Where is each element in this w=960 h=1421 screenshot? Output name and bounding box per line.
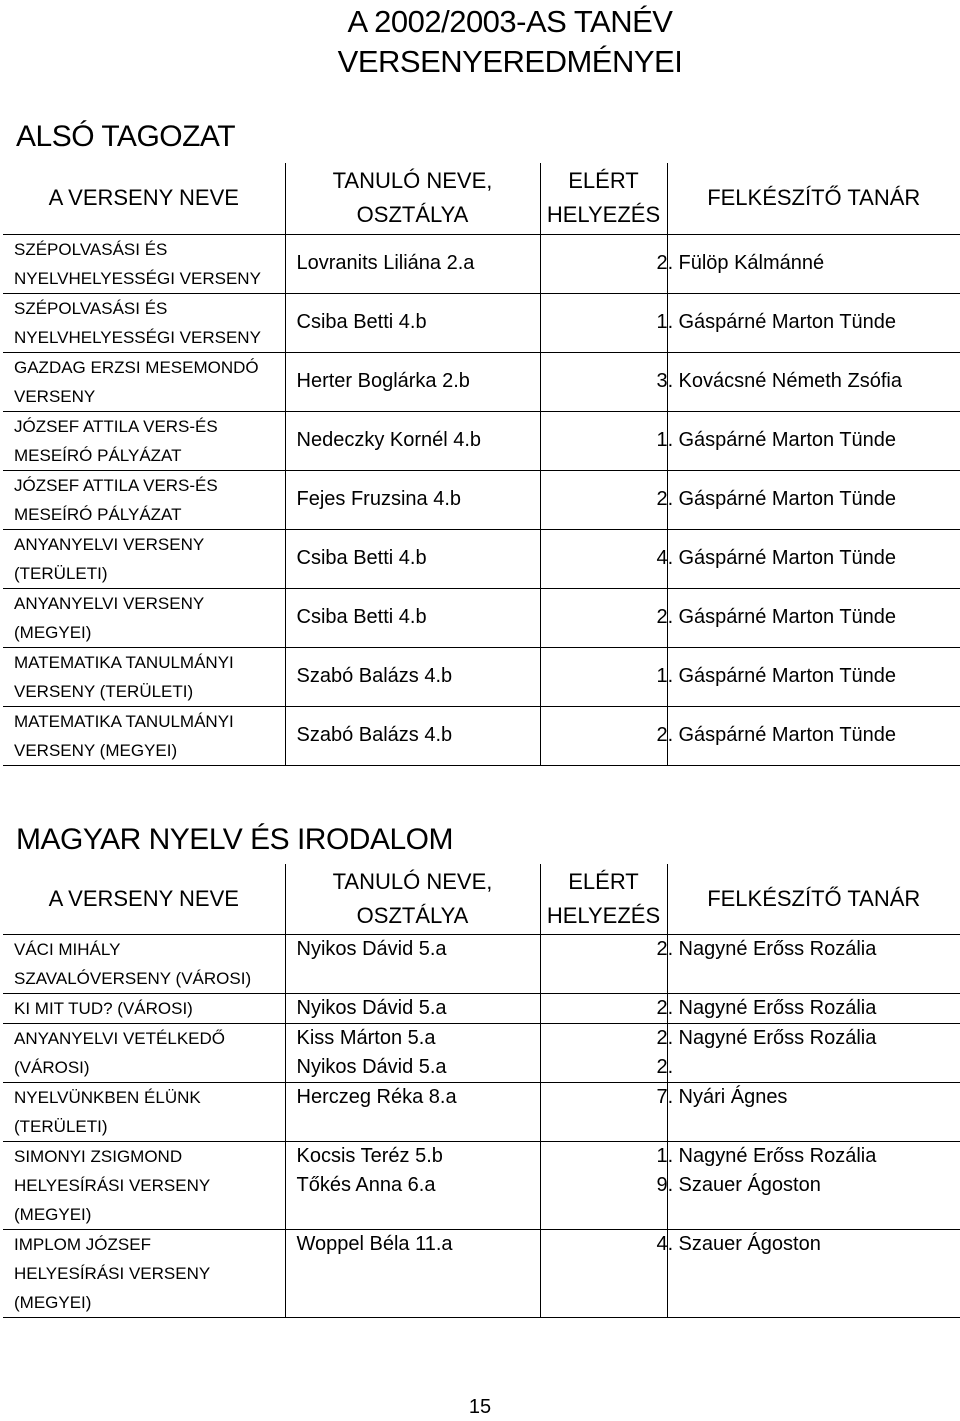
place-line: 1. [656,1144,674,1167]
student-name [285,993,540,1023]
table-row [3,529,960,588]
place: 3. [540,352,667,411]
page-title-line2: VERSENYEREDMÉNYEI [337,44,683,79]
student-name [285,1082,540,1141]
teacher-name-line: Nagyné Erőss Rozália [678,1026,877,1049]
teacher-name: Gáspárné Marton Tünde [667,647,960,706]
header-student: TANULÓ NEVE, OSZTÁLYA [285,163,540,234]
teacher-name [667,1023,960,1082]
contest-name [3,934,285,993]
student-name: Lovranits Liliána 2.a [285,234,540,293]
teacher-name-line: Nyári Ágnes [678,1085,788,1108]
place: 2. [540,706,667,765]
teacher-name: Fülöp Kálmánné [667,234,960,293]
place-line: 7. [656,1085,674,1108]
student-name: Szabó Balázs 4.b [285,647,540,706]
contest-name: SZÉPOLVASÁSI ÉS NYELVHELYESSÉGI VERSENY [3,234,285,293]
section-title-also-tagozat: ALSÓ TAGOZAT [16,120,236,153]
place [540,1229,674,1317]
contest-name [3,1229,285,1317]
table-row [3,706,960,765]
page-title [300,2,720,82]
place: 1. [540,647,667,706]
teacher-name: Kovácsné Németh Zsófia [667,352,960,411]
table-header-row [3,163,960,234]
teacher-name-line: Nagyné Erőss Rozália [678,1144,877,1167]
student-name: Szabó Balázs 4.b [285,706,540,765]
contest-name: ANYANYELVI VERSENY (TERÜLETI) [3,529,285,588]
contest-name: GAZDAG ERZSI MESEMONDÓ VERSENY [3,352,285,411]
teacher-name [667,1141,960,1229]
student-name-line: Nyikos Dávid 5.a [296,996,447,1019]
student-name-line: Tőkés Anna 6.a [296,1173,436,1196]
teacher-name-line: Szauer Ágoston [678,1173,821,1196]
student-name: Csiba Betti 4.b [285,588,540,647]
place [540,934,674,993]
teacher-name: Gáspárné Marton Tünde [667,470,960,529]
contest-name-line: NYELVÜNKBEN ÉLÜNK [14,1087,201,1107]
teacher-name: Gáspárné Marton Tünde [667,529,960,588]
section-title-magyar: MAGYAR NYELV ÉS IRODALOM [16,823,453,856]
student-name: Nedeczky Kornél 4.b [285,411,540,470]
student-name: Csiba Betti 4.b [285,293,540,352]
student-name [285,1023,540,1082]
table-row [3,352,960,411]
place-line: 9. [656,1173,674,1196]
table-row [3,588,960,647]
contest-name-line: IMPLOM JÓZSEF [14,1234,151,1254]
table-row [3,470,960,529]
table-row [3,1082,960,1141]
table-row [3,234,960,293]
teacher-name: Gáspárné Marton Tünde [667,293,960,352]
contest-name-line: KI MIT TUD? (VÁROSI) [14,998,193,1018]
student-name [285,1141,540,1229]
table-row [3,993,960,1023]
place [540,1141,674,1229]
teacher-name-line: Szauer Ágoston [678,1232,821,1255]
place: 4. [540,529,667,588]
table-row [3,647,960,706]
student-name-line: Nyikos Dávid 5.a [296,937,447,960]
contest-name [3,1141,285,1229]
place-line: 2. [656,1055,674,1078]
teacher-name: Gáspárné Marton Tünde [667,588,960,647]
contest-name: MATEMATIKA TANULMÁNYI VERSENY (TERÜLETI) [3,647,285,706]
contest-name: JÓZSEF ATTILA VERS-ÉS MESEÍRÓ PÁLYÁZAT [3,411,285,470]
header-contest: A VERSENY NEVE [3,864,285,934]
place [540,1023,674,1082]
contest-name: ANYANYELVI VERSENY (MEGYEI) [3,588,285,647]
contest-name [3,1023,285,1082]
contest-name-line: SIMONYI ZSIGMOND [14,1146,183,1166]
contest-name [3,993,285,1023]
contest-name-line: HELYESÍRÁSI VERSENY [14,1175,211,1195]
teacher-name [667,934,960,993]
student-name-line: Kiss Márton 5.a [296,1026,436,1049]
student-name-line: Woppel Béla 11.a [296,1232,453,1255]
teacher-name: Gáspárné Marton Tünde [667,411,960,470]
contest-name-line: (MEGYEI) [14,1292,92,1312]
place: 1. [540,411,667,470]
header-contest: A VERSENY NEVE [3,163,285,234]
place: 1. [540,293,667,352]
place-line: 4. [656,1232,674,1255]
student-name: Csiba Betti 4.b [285,529,540,588]
also-tagozat-table [3,163,960,766]
header-student: TANULÓ NEVE, OSZTÁLYA [285,864,540,934]
table-row [3,293,960,352]
table-row [3,934,960,993]
page-number: 15 [468,1396,492,1418]
header-teacher: FELKÉSZÍTŐ TANÁR [667,864,960,934]
page-title-line1: A 2002/2003-AS TANÉV [347,4,673,39]
place: 2. [540,470,667,529]
place: 2. [540,588,667,647]
table-header-row [3,864,960,934]
table-row [3,1023,960,1082]
contest-name [3,1082,285,1141]
place [540,993,674,1023]
teacher-name-line: Nagyné Erőss Rozália [678,937,877,960]
place-line: 2. [656,996,674,1019]
student-name: Fejes Fruzsina 4.b [285,470,540,529]
contest-name-line: SZAVALÓVERSENY (VÁROSI) [14,968,252,988]
teacher-name [667,1229,960,1317]
place [540,1082,674,1141]
table-row [3,1141,960,1229]
header-place: ELÉRT HELYEZÉS [540,864,667,934]
teacher-name-line: Nagyné Erőss Rozália [678,996,877,1019]
table-row [3,1229,960,1317]
student-name-line: Herczeg Réka 8.a [296,1085,457,1108]
table-row [3,411,960,470]
place-line: 2. [656,1026,674,1049]
teacher-name [667,993,960,1023]
student-name [285,1229,540,1317]
teacher-name: Gáspárné Marton Tünde [667,706,960,765]
contest-name-line: HELYESÍRÁSI VERSENY [14,1263,211,1283]
contest-name-line: (VÁROSI) [14,1057,90,1077]
student-name-line: Kocsis Teréz 5.b [296,1144,443,1167]
header-place: ELÉRT HELYEZÉS [540,163,667,234]
magyar-table [3,864,960,1318]
contest-name: MATEMATIKA TANULMÁNYI VERSENY (MEGYEI) [3,706,285,765]
teacher-name [667,1082,960,1141]
contest-name-line: VÁCI MIHÁLY [14,939,121,959]
contest-name: SZÉPOLVASÁSI ÉS NYELVHELYESSÉGI VERSENY [3,293,285,352]
student-name: Herter Boglárka 2.b [285,352,540,411]
place: 2. [540,234,667,293]
place-line: 2. [656,937,674,960]
header-teacher: FELKÉSZÍTŐ TANÁR [667,163,960,234]
contest-name-line: ANYANYELVI VETÉLKEDŐ [14,1028,225,1048]
student-name-line: Nyikos Dávid 5.a [296,1055,447,1078]
student-name [285,934,540,993]
contest-name-line: (MEGYEI) [14,1204,92,1224]
contest-name-line: (TERÜLETI) [14,1116,108,1136]
contest-name: JÓZSEF ATTILA VERS-ÉS MESEÍRÓ PÁLYÁZAT [3,470,285,529]
